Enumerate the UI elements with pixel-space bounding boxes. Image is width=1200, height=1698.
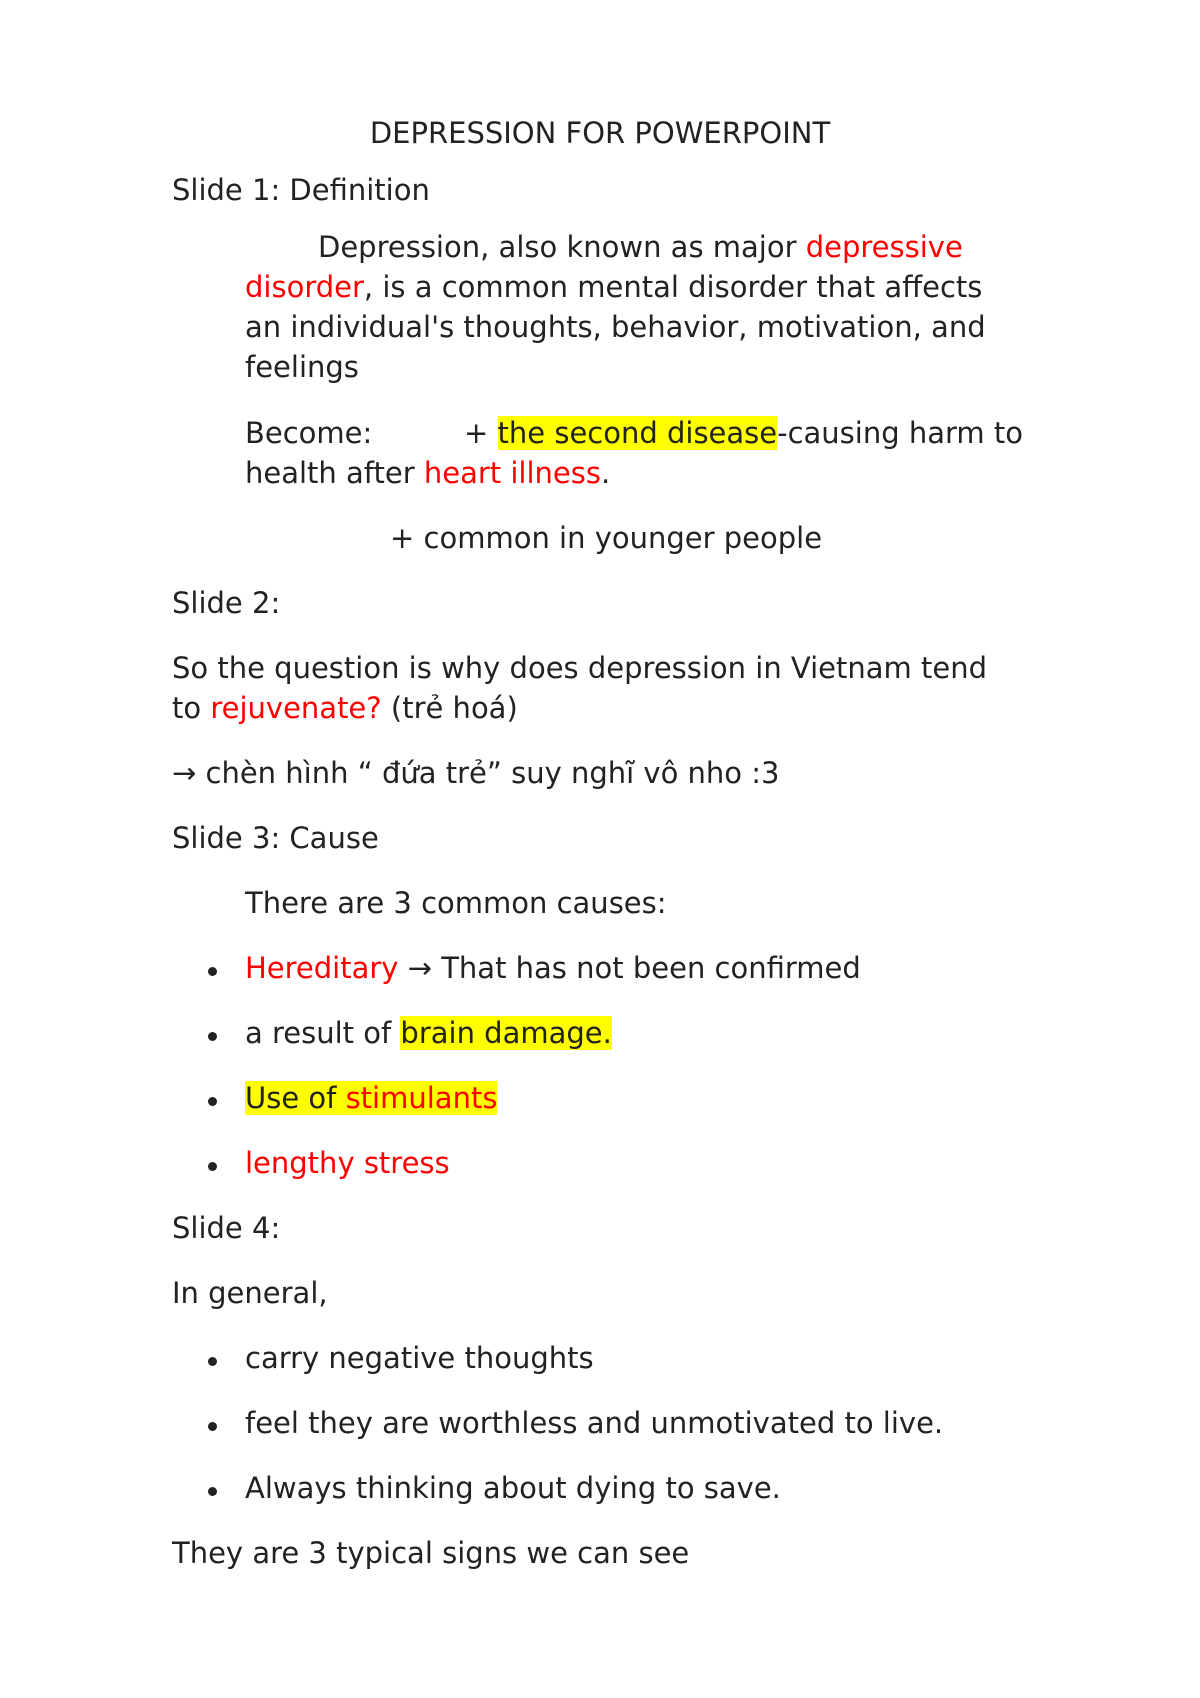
slide1-definition-line4: feelings xyxy=(245,350,359,384)
text-run: , is a common mental disorder that affects xyxy=(363,270,983,304)
cause-item-brain-damage xyxy=(245,1013,612,1053)
bullet-icon xyxy=(208,1097,217,1106)
text-run: Depression, also known as major xyxy=(318,230,806,264)
common-younger-line: + common in younger people xyxy=(390,521,823,555)
bullet-icon xyxy=(208,1357,217,1366)
highlighted-text-run: Use of xyxy=(245,1081,346,1115)
sign-item: carry negative thoughts xyxy=(245,1341,594,1375)
sign-item: feel they are worthless and unmotivated to live. xyxy=(245,1406,944,1440)
slide1-definition-line3: an individual's thoughts, behavior, motivation, and xyxy=(245,310,986,344)
text-run: → That has not been confirmed xyxy=(398,951,861,985)
text-run: + xyxy=(464,416,498,450)
slide4-heading: Slide 4: xyxy=(172,1211,281,1245)
bullet-icon xyxy=(208,1487,217,1496)
slide1-definition-line1 xyxy=(318,227,963,267)
highlighted-text-run: the second disease xyxy=(497,416,778,450)
red-text-run: Hereditary xyxy=(245,951,399,985)
bullet-icon xyxy=(208,1032,217,1041)
slide3-heading: Slide 3: Cause xyxy=(172,821,379,855)
red-text-run: rejuvenate? xyxy=(210,691,382,725)
become-label: Become: xyxy=(245,416,373,450)
text-run: to xyxy=(172,691,211,725)
text-run: -causing harm to xyxy=(777,416,1024,450)
bullet-icon xyxy=(208,1162,217,1171)
red-highlighted-text-run: stimulants xyxy=(345,1081,498,1115)
slide4-intro: In general, xyxy=(172,1276,328,1310)
cause-item-stimulants xyxy=(245,1078,497,1118)
red-text-run: depressive xyxy=(805,230,963,264)
slide4-closing: They are 3 typical signs we can see xyxy=(172,1536,690,1570)
bullet-icon xyxy=(208,1422,217,1431)
slide1-heading: Slide 1: Definition xyxy=(172,173,430,207)
text-run: . xyxy=(600,456,611,490)
text-run: (trẻ hoá) xyxy=(381,691,518,725)
health-line xyxy=(245,453,610,493)
slide2-heading: Slide 2: xyxy=(172,586,281,620)
highlighted-text-run: brain damage. xyxy=(400,1016,612,1050)
become-line xyxy=(464,413,1023,453)
red-text-run: disorder xyxy=(245,270,364,304)
slide2-arrow-note: → chèn hình “ đứa trẻ” suy nghĩ vô nho :3 xyxy=(172,756,780,790)
document-title: DEPRESSION FOR POWERPOINT xyxy=(369,116,831,150)
slide2-question-line1: So the question is why does depression in Vietnam tend xyxy=(172,651,988,685)
sign-item: Always thinking about dying to save. xyxy=(245,1471,781,1505)
text-run: health after xyxy=(245,456,424,490)
slide2-question-line2 xyxy=(172,688,518,728)
text-run: a result of xyxy=(245,1016,401,1050)
cause-item-stress: lengthy stress xyxy=(245,1146,450,1180)
slide1-definition-line2 xyxy=(245,267,982,307)
red-text-run: heart illness xyxy=(423,456,601,490)
bullet-icon xyxy=(208,967,217,976)
cause-item-hereditary xyxy=(245,948,861,988)
slide3-intro: There are 3 common causes: xyxy=(245,886,667,920)
